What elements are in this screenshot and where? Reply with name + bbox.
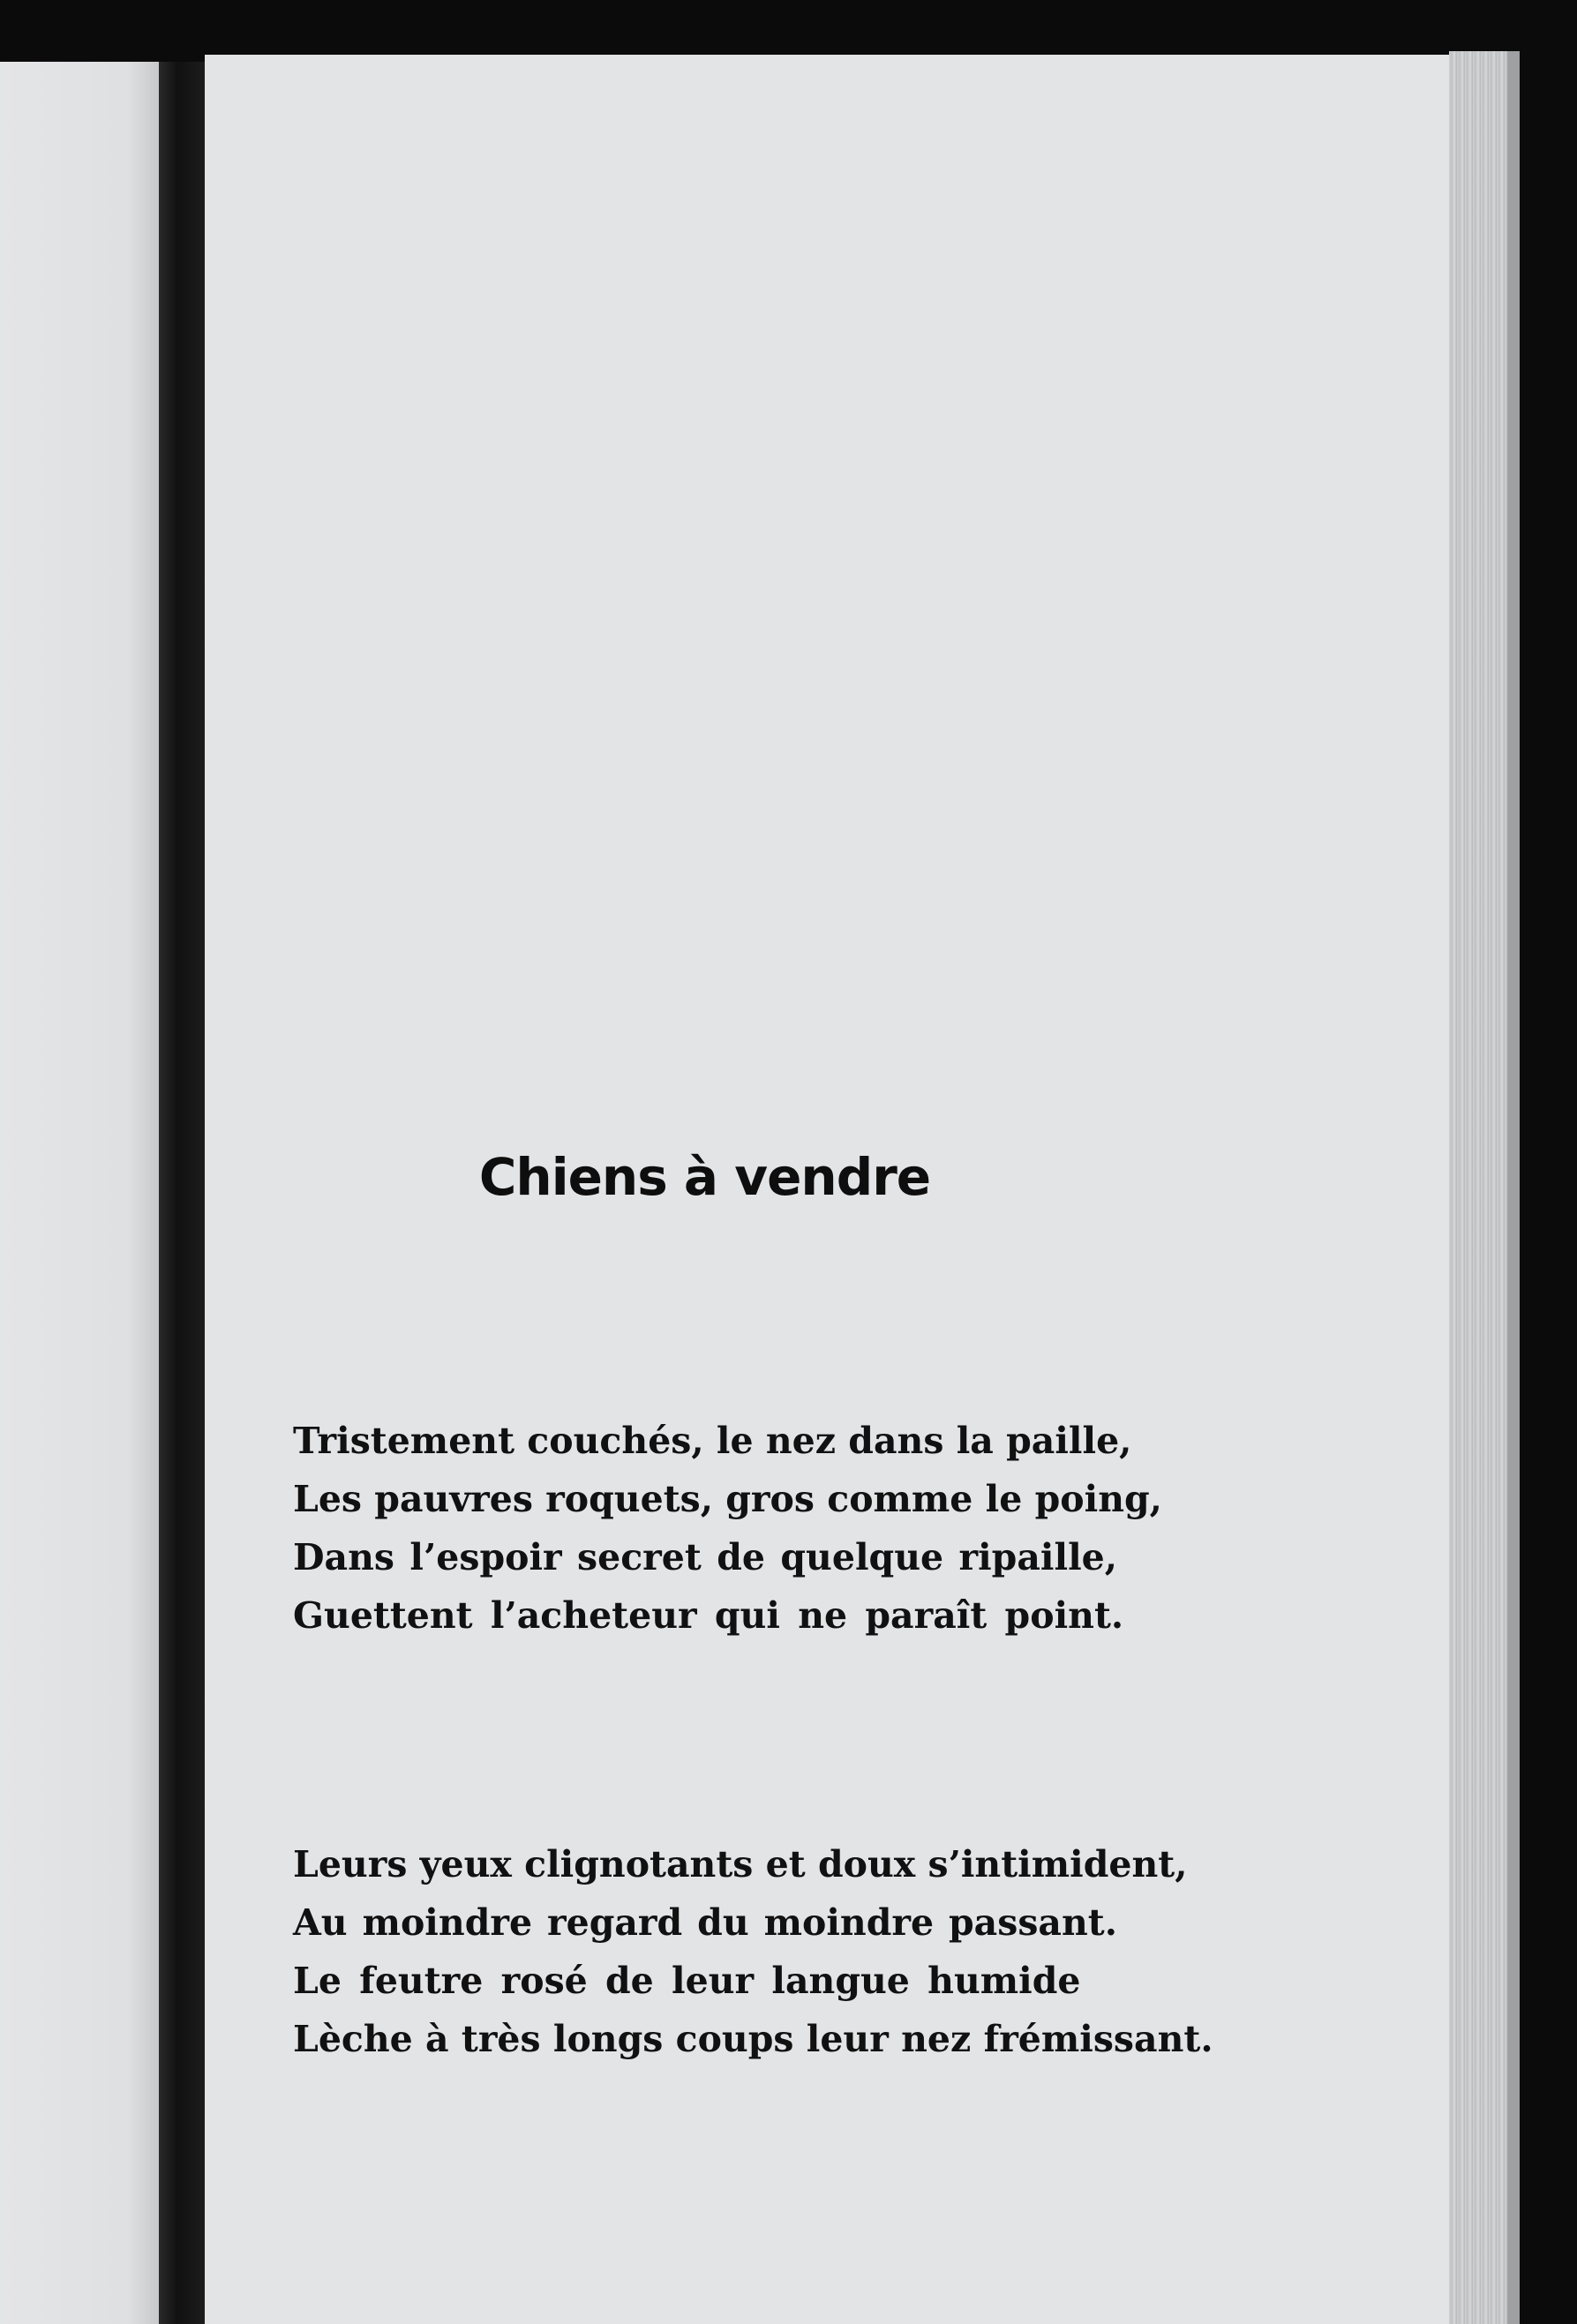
verse-line: Lèche à très longs coups leur nez frémissant.	[293, 2018, 1213, 2060]
left-page-edge	[0, 62, 159, 2324]
stanza-2	[293, 1835, 1213, 2068]
page-edges	[1449, 51, 1520, 2324]
verse-line: Dans l’espoir secret de quelque ripaille,	[293, 1536, 1117, 1578]
scan-background	[1520, 0, 1577, 2324]
book-gutter	[159, 62, 205, 2324]
verse-line: Tristement couchés, le nez dans la paille,	[293, 1420, 1132, 1462]
stanza-1	[293, 1412, 1162, 1645]
verse-line: Le feutre rosé de leur langue humide	[293, 1960, 1081, 2002]
poem-title: Chiens à vendre	[478, 1147, 931, 1207]
verse-line: Au moindre regard du moindre passant.	[293, 1901, 1117, 1944]
verse-line: Leurs yeux clignotants et doux s’intimident,	[293, 1843, 1188, 1885]
verse-line: Guettent l’acheteur qui ne paraît point.	[293, 1594, 1124, 1637]
verse-line: Les pauvres roquets, gros comme le poing,	[293, 1478, 1162, 1520]
